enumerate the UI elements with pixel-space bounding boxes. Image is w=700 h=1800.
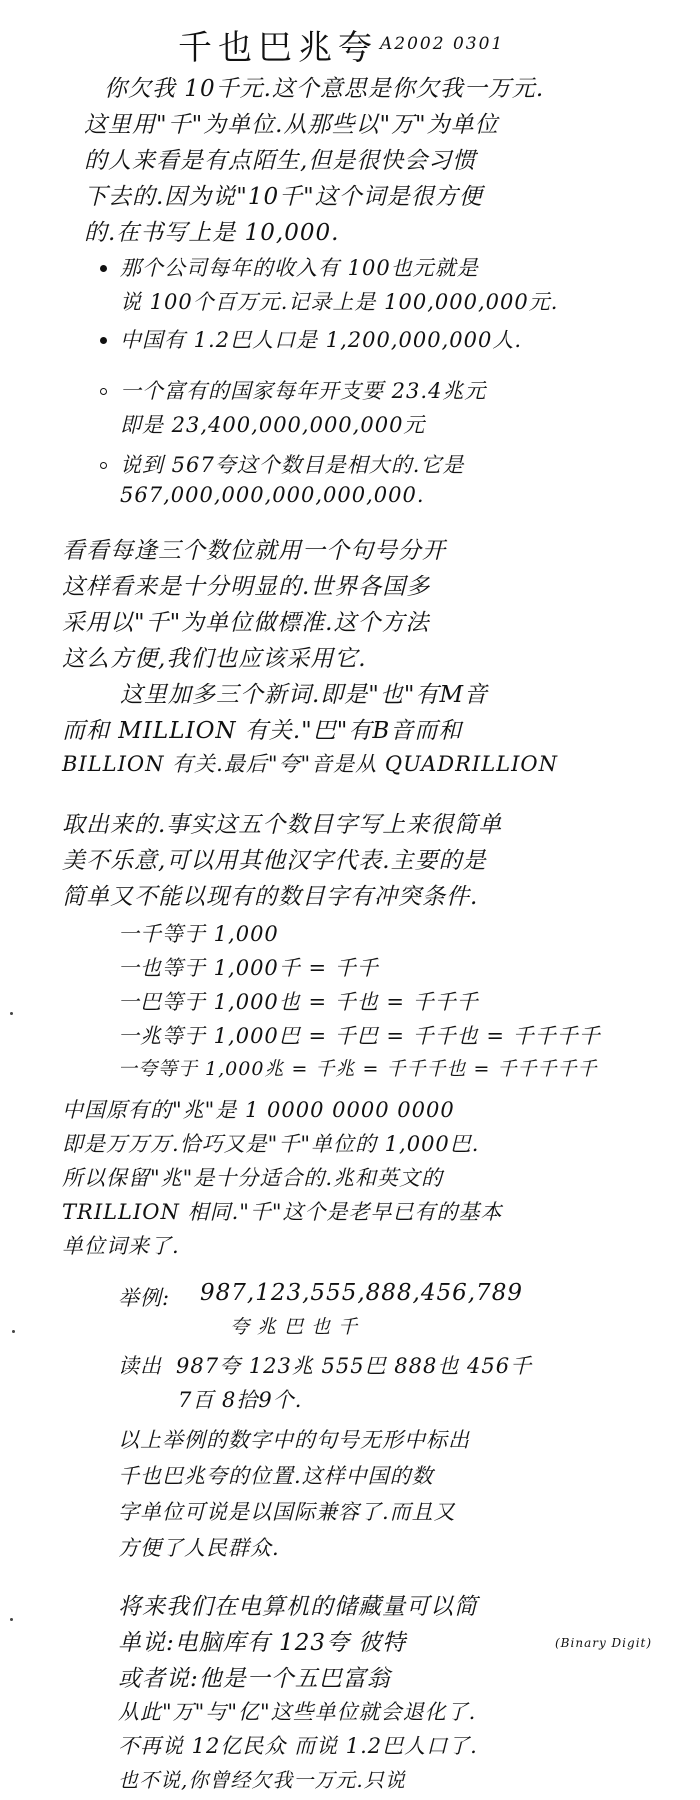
paragraph-line: 不再说 12亿民众 而说 1.2巴人口了. bbox=[118, 1734, 478, 1758]
paragraph-line: 取出来的.事实这五个数目字写上来很简单 bbox=[62, 812, 503, 838]
intro-line: 下去的.因为说"10千"这个词是很方便 bbox=[84, 184, 483, 210]
read-line: 7百 8拾9个. bbox=[178, 1388, 303, 1412]
intro-line: 的人来看是有点陌生,但是很快会习惯 bbox=[84, 148, 477, 174]
paragraph-line: 以上举例的数字中的句号无形中标出 bbox=[118, 1428, 470, 1452]
bullet-line: 即是 23,400,000,000,000元 bbox=[120, 413, 426, 437]
read-line: 987夸 123兆 555巴 888也 456千 bbox=[176, 1354, 533, 1378]
paragraph-line: BILLION 有关.最后"夸"音是从 QUADRILLION bbox=[62, 752, 559, 776]
equation-line: 一也等于 1,000千 = 千千 bbox=[118, 956, 379, 980]
bullet-marker bbox=[100, 462, 107, 469]
bullet-marker bbox=[100, 337, 107, 344]
paragraph-line: 这里加多三个新词.即是"也"有M音 bbox=[120, 682, 489, 708]
intro-line: 这里用"千"为单位.从那些以"万"为单位 bbox=[84, 112, 499, 138]
paragraph-line: 采用以"千"为单位做標准.这个方法 bbox=[62, 610, 430, 636]
paragraph-line: 中国原有的"兆"是 1 0000 0000 0000 bbox=[62, 1098, 455, 1122]
paragraph-line: 千也巴兆夸的位置.这样中国的数 bbox=[118, 1464, 434, 1488]
bullet-line: 说 100个百万元.记录上是 100,000,000元. bbox=[120, 290, 559, 314]
paragraph-line: 而和 MILLION 有关."巴"有B音而和 bbox=[62, 718, 463, 744]
bullet-line: 一个富有的国家每年开支要 23.4兆元 bbox=[120, 379, 487, 403]
paragraph-line: 将来我们在电算机的储藏量可以简 bbox=[118, 1594, 478, 1620]
paragraph-line: 从此"万"与"亿"这些单位就会退化了. bbox=[118, 1700, 477, 1724]
scan-speck bbox=[12, 1330, 15, 1333]
paragraph-line: 所以保留"兆"是十分适合的.兆和英文的 bbox=[62, 1166, 443, 1190]
bullet-line: 说到 567夸这个数目是相大的.它是 bbox=[120, 453, 465, 477]
paragraph-line: 方便了人民群众. bbox=[118, 1536, 280, 1560]
equation-line: 一千等于 1,000 bbox=[118, 922, 279, 946]
example-label: 举例: bbox=[118, 1286, 171, 1310]
bullet-marker bbox=[100, 265, 107, 272]
bullet-line: 567,000,000,000,000,000. bbox=[120, 483, 425, 507]
paragraph-line: 单位词来了. bbox=[62, 1234, 180, 1258]
read-label: 读出 bbox=[118, 1354, 162, 1378]
scan-speck bbox=[10, 1618, 13, 1621]
paragraph-line: TRILLION 相同."千"这个是老早已有的基本 bbox=[62, 1200, 503, 1224]
page-title: 千也巴兆夸 bbox=[178, 28, 378, 68]
intro-line: 的.在书写上是 10,000. bbox=[84, 220, 340, 246]
binary-digit-note: (Binary Digit) bbox=[555, 1636, 653, 1650]
equation-line: 一巴等于 1,000也 = 千也 = 千千千 bbox=[118, 990, 479, 1014]
paragraph-line: 看看每逢三个数位就用一个句号分开 bbox=[62, 538, 446, 564]
equation-line: 一夸等于 1,000兆 = 千兆 = 千千千也 = 千千千千千 bbox=[118, 1058, 598, 1080]
paragraph-line: 字单位可说是以国际兼容了.而且又 bbox=[118, 1500, 456, 1524]
bullet-line: 那个公司每年的收入有 100也元就是 bbox=[120, 256, 479, 280]
equation-line: 一兆等于 1,000巴 = 千巴 = 千千也 = 千千千千 bbox=[118, 1024, 601, 1048]
paragraph-line: 也不说,你曾经欠我一万元.只说 bbox=[118, 1768, 406, 1792]
paragraph-line: 这么方便,我们也应该采用它. bbox=[62, 646, 367, 672]
example-number: 987,123,555,888,456,789 bbox=[200, 1280, 523, 1306]
bullet-line: 中国有 1.2巴人口是 1,200,000,000人. bbox=[120, 328, 523, 352]
example-units: 夸 兆 巴 也 千 bbox=[230, 1316, 359, 1338]
bullet-marker bbox=[100, 388, 107, 395]
scan-speck bbox=[10, 1012, 13, 1015]
paragraph-line: 或者说:他是一个五巴富翁 bbox=[118, 1666, 391, 1692]
paragraph-line: 单说:电脑库有 123夸 彼特 bbox=[118, 1630, 407, 1656]
paragraph-line: 简单又不能以现有的数目字有冲突条件. bbox=[62, 884, 479, 910]
document-code: A2002 0301 bbox=[380, 34, 505, 54]
paragraph-line: 这样看来是十分明显的.世界各国多 bbox=[62, 574, 431, 600]
intro-line: 你欠我 10千元.这个意思是你欠我一万元. bbox=[104, 76, 545, 102]
paragraph-line: 美不乐意,可以用其他汉字代表.主要的是 bbox=[62, 848, 487, 874]
paragraph-line: 即是万万万.恰巧又是"千"单位的 1,000巴. bbox=[62, 1132, 480, 1156]
